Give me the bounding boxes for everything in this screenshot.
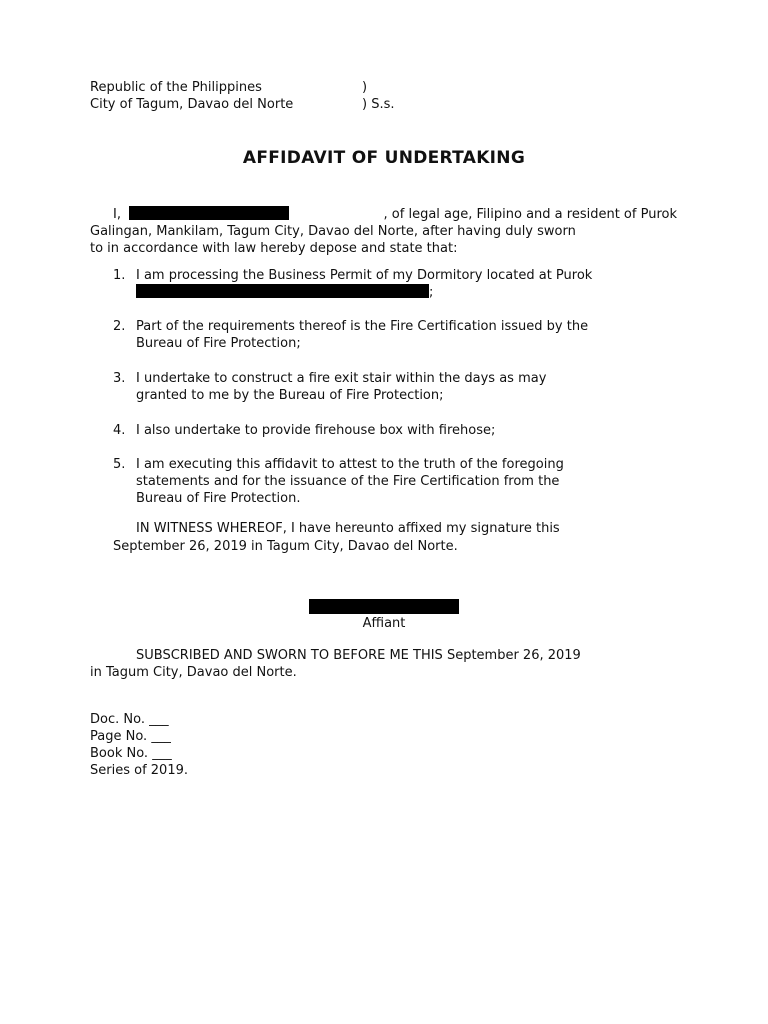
intro-line-1: [113, 206, 677, 223]
redacted-address: [136, 284, 429, 298]
intro-line-2: Galingan, Mankilam, Tagum City, Davao del Norte, after having duly sworn: [90, 224, 576, 239]
item-5-line-2: statements and for the issuance of the Fire Certification from the: [136, 474, 560, 489]
page-number: Page No. ___: [90, 729, 171, 744]
item-5-line-1: I am executing this affidavit to attest to the truth of the foregoing: [136, 457, 564, 472]
item-4-line-1: I also undertake to provide firehouse box with firehose;: [136, 423, 496, 438]
witness-line-1: IN WITNESS WHEREOF, I have hereunto affixed my signature this: [136, 521, 560, 536]
intro-line-1-text: , of legal age, Filipino and a resident of Purok: [383, 207, 677, 222]
item-2-line-2: Bureau of Fire Protection;: [136, 336, 301, 351]
intro-line-3: to in accordance with law hereby depose and state that:: [90, 241, 458, 256]
venue-line-1: Republic of the Philippines: [90, 80, 262, 95]
series-year: Series of 2019.: [90, 763, 188, 778]
item-3-number: 3.: [113, 371, 126, 386]
item-2-line-1: Part of the requirements thereof is the Fire Certification issued by the: [136, 319, 589, 334]
item-1-semicolon: ;: [429, 285, 434, 300]
subscribed-line-2: in Tagum City, Davao del Norte.: [90, 665, 297, 680]
witness-line-2: September 26, 2019 in Tagum City, Davao del Norte.: [113, 539, 458, 554]
item-2-number: 2.: [113, 319, 126, 334]
item-5-number: 5.: [113, 457, 126, 472]
venue-paren-2: ) S.s.: [362, 97, 395, 112]
redacted-signature: [309, 599, 459, 614]
item-3-line-1: I undertake to construct a fire exit stair within the days as may: [136, 371, 547, 386]
doc-number: Doc. No. ___: [90, 712, 169, 727]
affiant-label: Affiant: [362, 616, 406, 631]
item-4-number: 4.: [113, 423, 126, 438]
venue-line-2: City of Tagum, Davao del Norte: [90, 97, 294, 112]
intro-pronoun: I,: [113, 207, 121, 222]
document-title: AFFIDAVIT OF UNDERTAKING: [242, 148, 526, 168]
book-number: Book No. ___: [90, 746, 172, 761]
venue-paren-1: ): [362, 80, 368, 95]
item-1-line-2: [136, 284, 433, 301]
redacted-name: [129, 206, 289, 220]
subscribed-line-1: SUBSCRIBED AND SWORN TO BEFORE ME THIS September 26, 2019: [136, 648, 581, 663]
item-1-number: 1.: [113, 268, 126, 283]
item-1-line-1: I am processing the Business Permit of my Dormitory located at Purok: [136, 268, 593, 283]
item-3-line-2: granted to me by the Bureau of Fire Protection;: [136, 388, 444, 403]
item-5-line-3: Bureau of Fire Protection.: [136, 491, 301, 506]
